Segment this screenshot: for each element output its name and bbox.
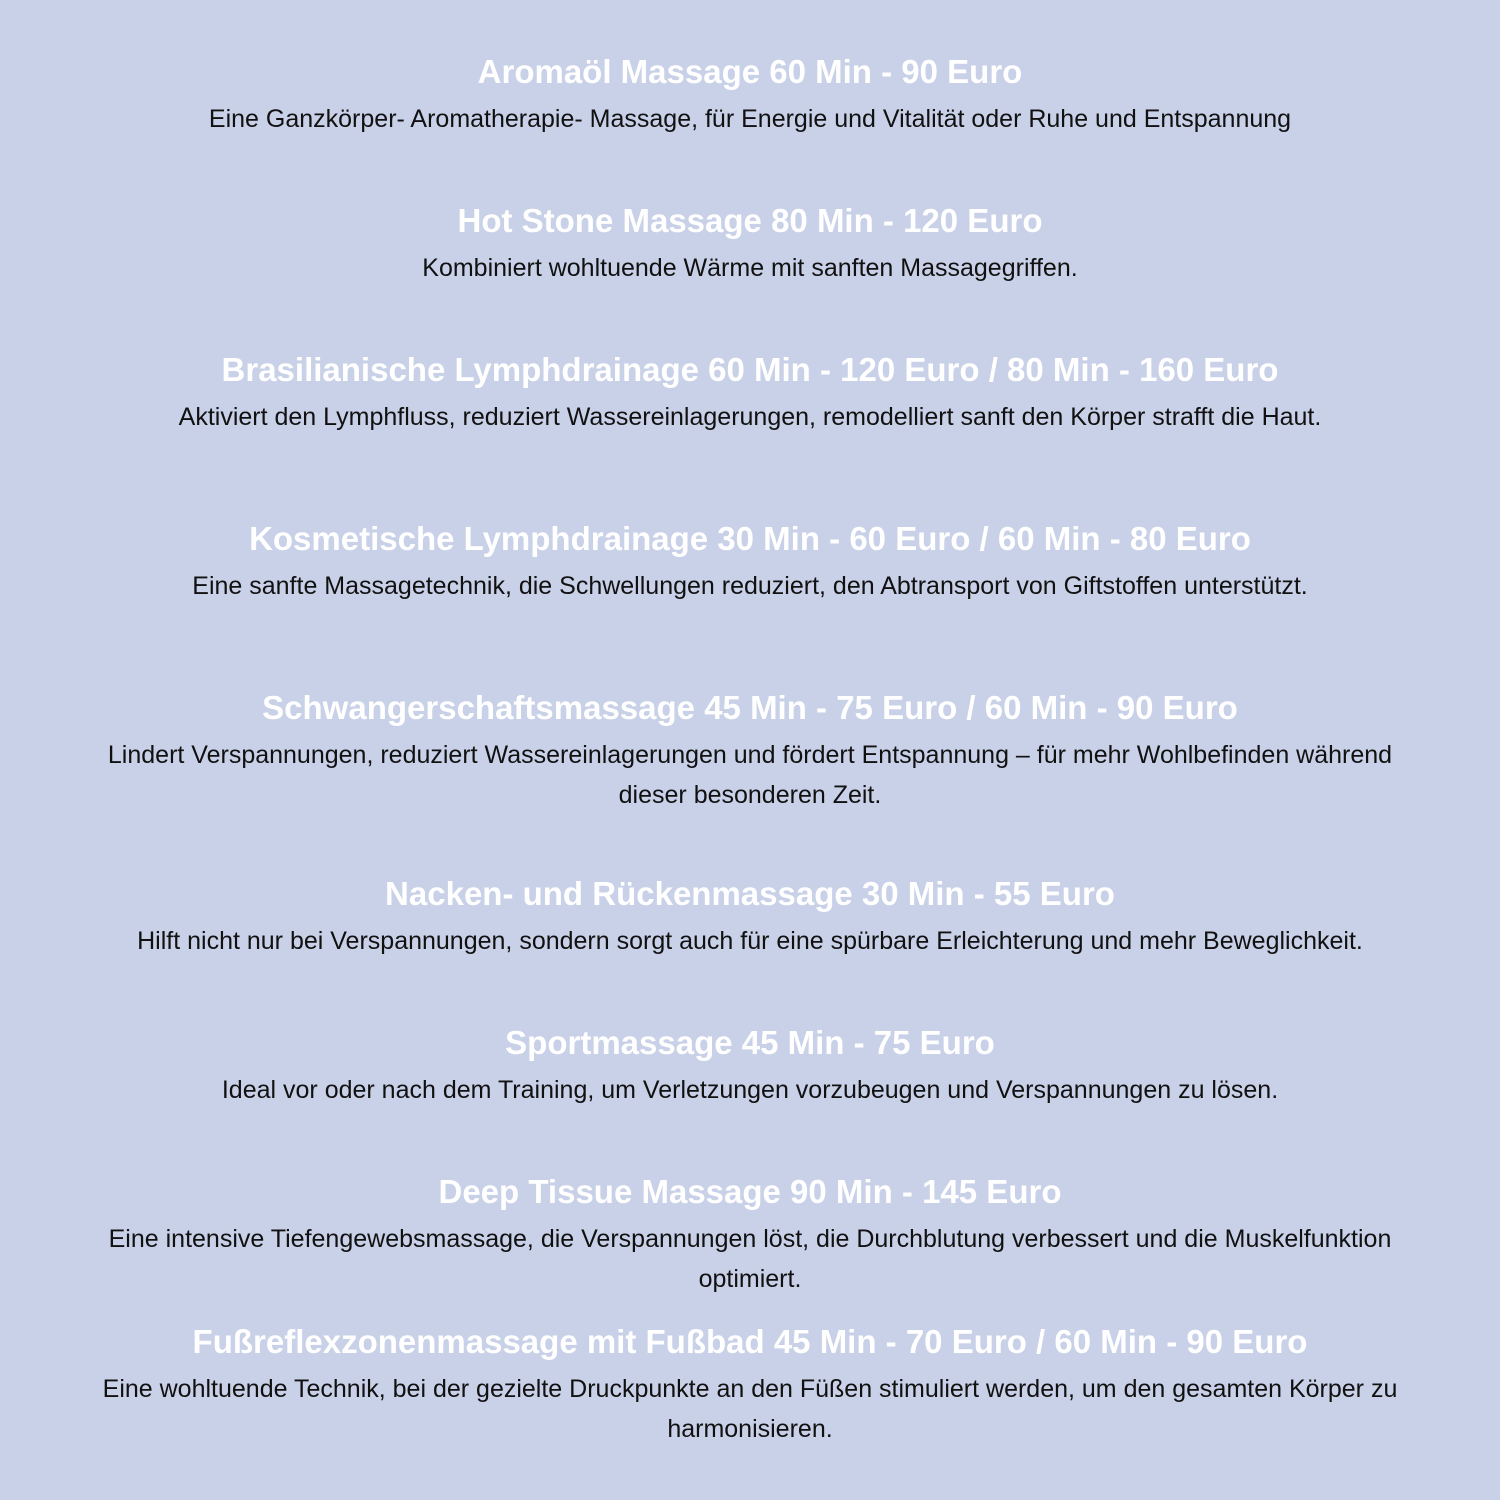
service-description: Eine sanfte Massagetechnik, die Schwellungen reduziert, den Abtransport von Giftstoffen unterstützt. <box>192 572 1308 600</box>
service-hot-stone-massage <box>60 201 1440 288</box>
service-description: Kombiniert wohltuende Wärme mit sanften Massagegriffen. <box>422 254 1078 282</box>
service-deep-tissue-massage <box>60 1172 1440 1299</box>
service-title: Aromaöl Massage 60 Min - 90 Euro <box>477 53 1023 90</box>
service-description: Eine Ganzkörper- Aromatherapie- Massage, für Energie und Vitalität oder Ruhe und Entspannung <box>208 105 1292 133</box>
service-title: Sportmassage 45 Min - 75 Euro <box>505 1024 995 1061</box>
service-title: Nacken- und Rückenmassage 30 Min - 55 Euro <box>385 875 1115 912</box>
service-description: Aktiviert den Lymphfluss, reduziert Wassereinlagerungen, remodelliert sanft den Körper strafft die Haut. <box>178 403 1322 431</box>
service-title: Fußreflexzonenmassage mit Fußbad 45 Min - 70 Euro / 60 Min - 90 Euro <box>192 1323 1308 1360</box>
service-description: Lindert Verspannungen, reduziert Wassereinlagerungen und fördert Entspannung – für mehr Wohlbefinden während dieser besonderen Zeit. <box>107 741 1393 809</box>
service-title: Kosmetische Lymphdrainage 30 Min - 60 Euro / 60 Min - 80 Euro <box>249 520 1251 557</box>
service-description: Eine intensive Tiefengewebsmassage, die Verspannungen löst, die Durchblutung verbessert und die Muskelfunktion optimiert. <box>108 1225 1392 1293</box>
service-sportmassage <box>60 1023 1440 1110</box>
service-title: Hot Stone Massage 80 Min - 120 Euro <box>457 202 1043 239</box>
service-description: Ideal vor oder nach dem Training, um Verletzungen vorzubeugen und Verspannungen zu lösen. <box>221 1076 1279 1104</box>
service-title: Schwangerschaftsmassage 45 Min - 75 Euro / 60 Min - 90 Euro <box>262 689 1238 726</box>
service-fussreflexzonenmassage <box>60 1322 1440 1449</box>
service-schwangerschaftsmassage <box>60 688 1440 815</box>
service-aromaoel-massage <box>60 52 1440 139</box>
service-title: Deep Tissue Massage 90 Min - 145 Euro <box>438 1173 1062 1210</box>
service-kosmetische-lymphdrainage <box>60 519 1440 606</box>
service-nacken-rueckenmassage <box>60 874 1440 961</box>
service-brasilianische-lymphdrainage <box>60 350 1440 437</box>
service-description: Eine wohltuende Technik, bei der gezielte Druckpunkte an den Füßen stimuliert werden, um den gesamten Körper zu harmonisieren. <box>102 1375 1398 1443</box>
service-title: Brasilianische Lymphdrainage 60 Min - 120 Euro / 80 Min - 160 Euro <box>221 351 1279 388</box>
service-description: Hilft nicht nur bei Verspannungen, sondern sorgt auch für eine spürbare Erleichterung und mehr Beweglichkeit. <box>137 927 1363 955</box>
